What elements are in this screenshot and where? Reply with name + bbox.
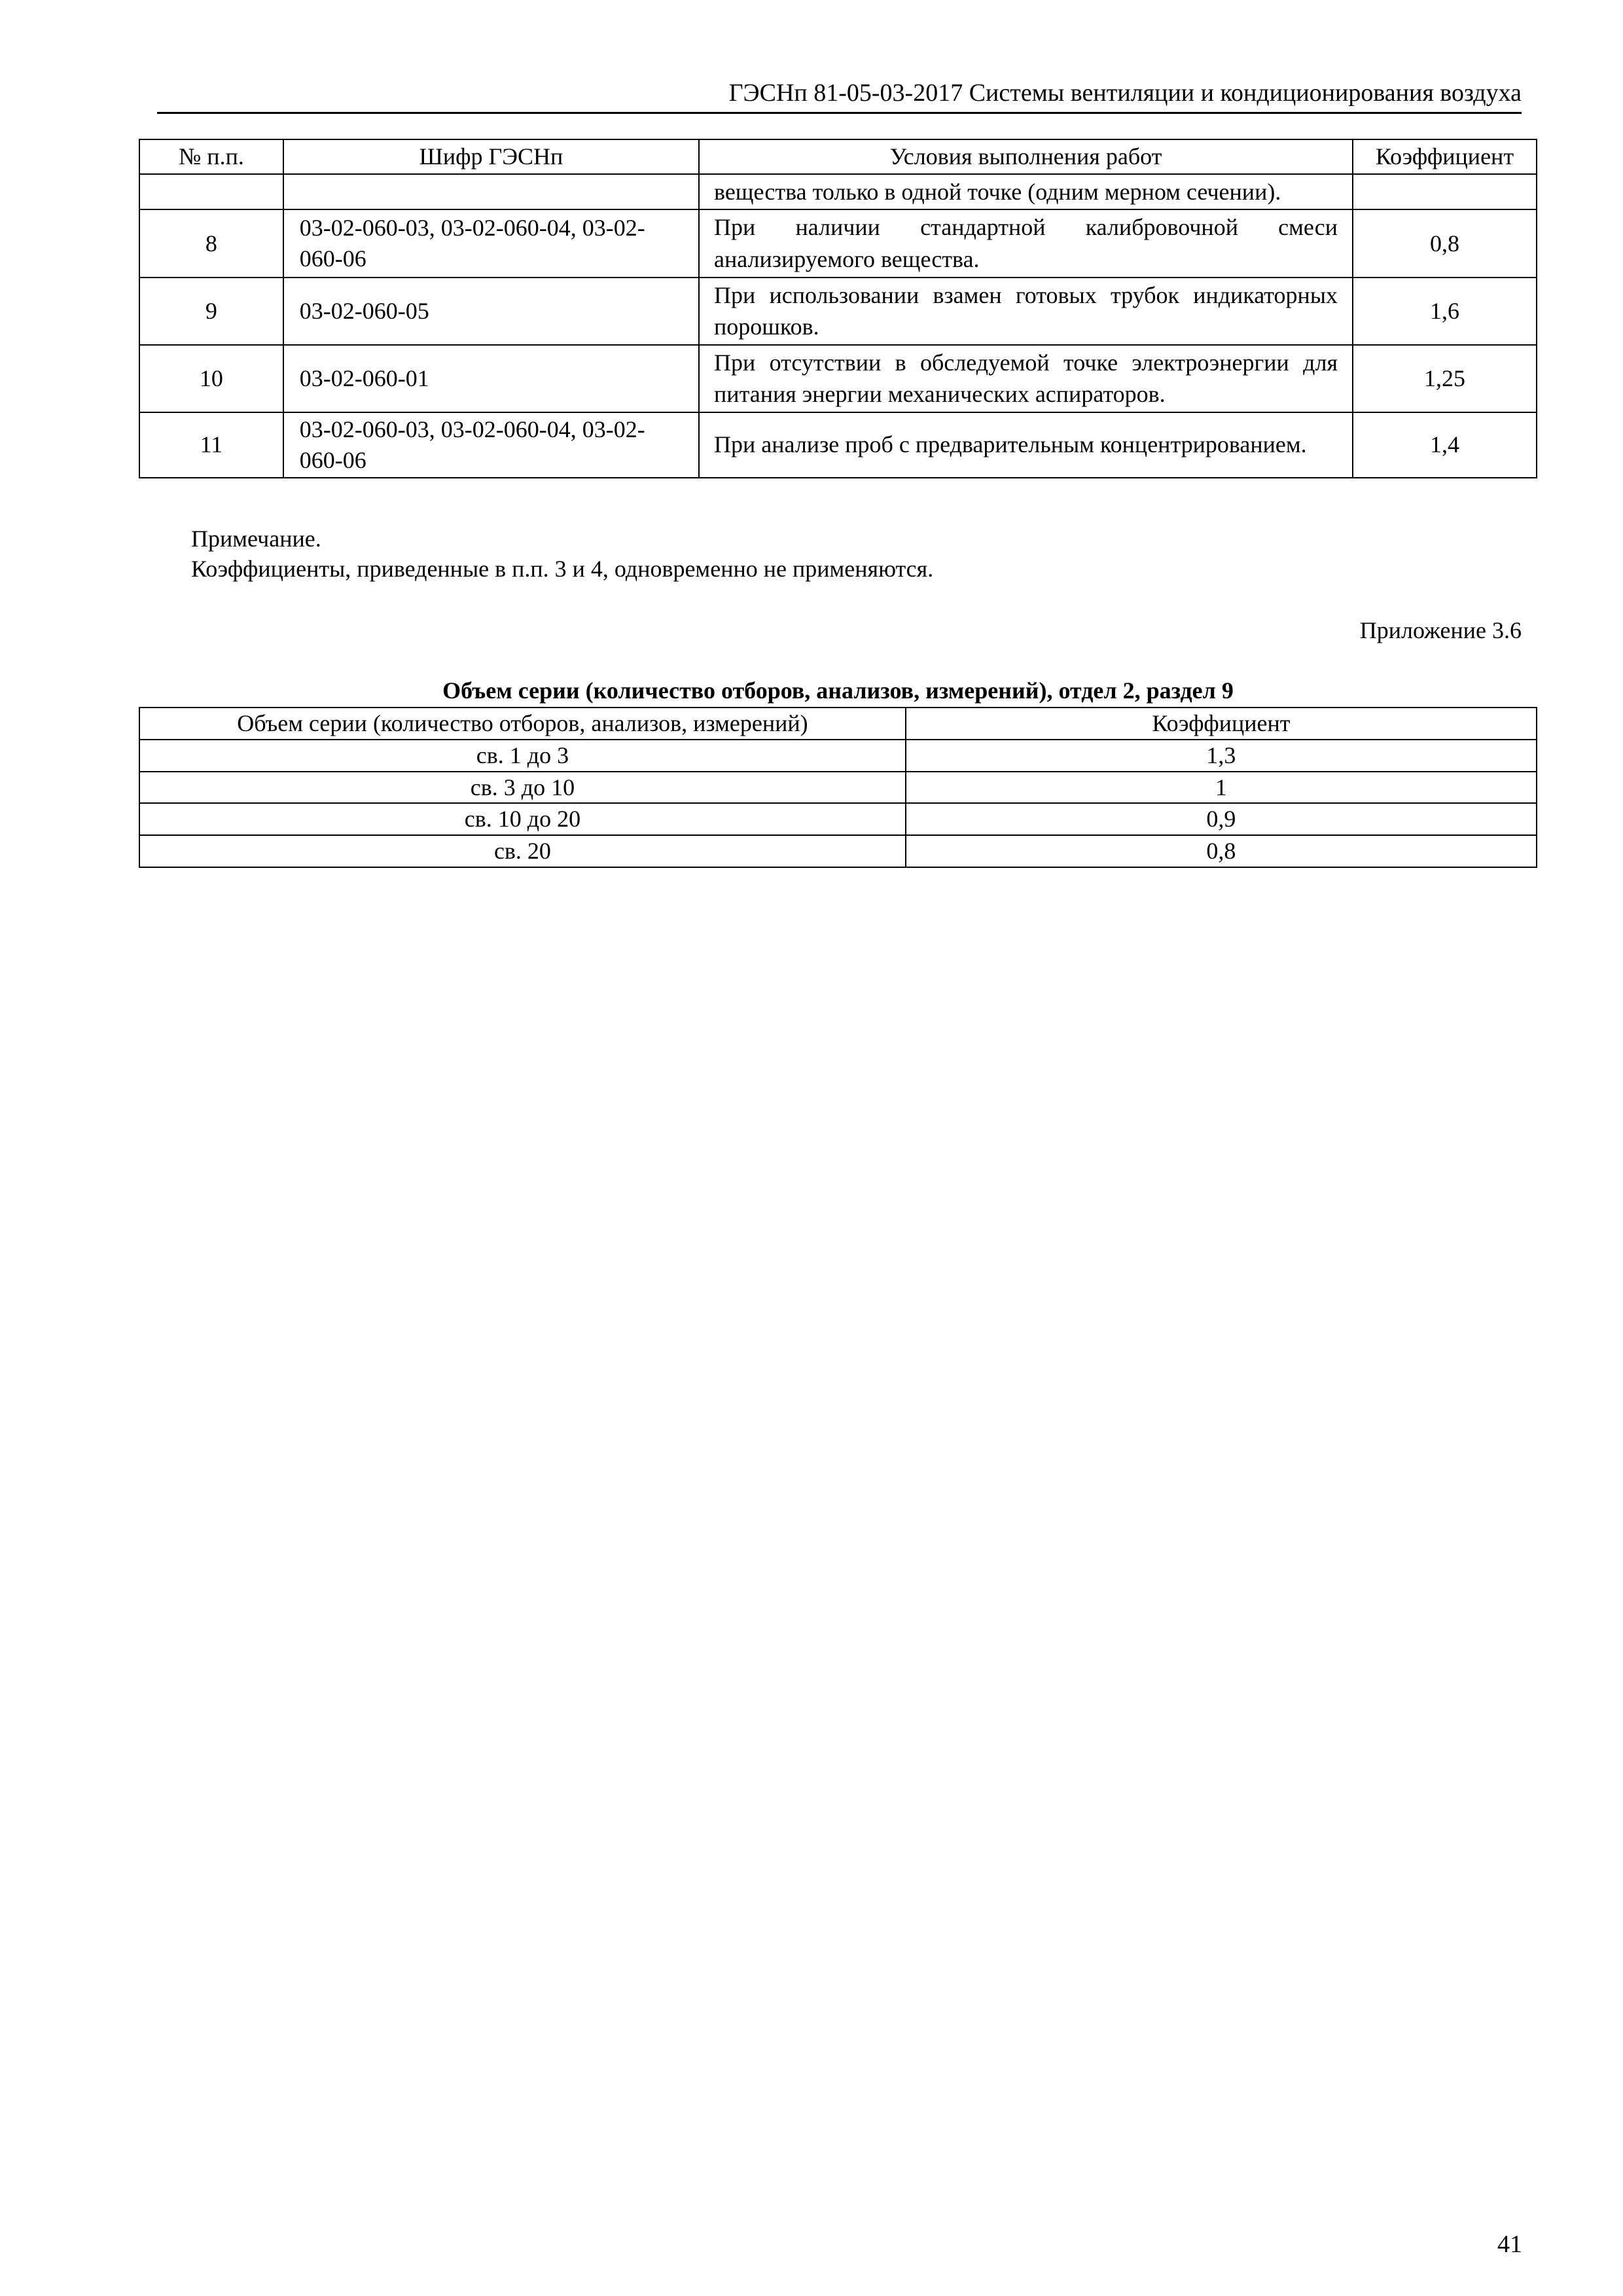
row-volume: св. 10 до 20 [139,803,906,835]
row-num [139,174,283,210]
row-coefficient: 1,4 [1353,412,1537,478]
table-row [139,209,1537,277]
series-table-title: Объем серии (количество отборов, анализов, измерений), отдел 2, раздел 9 [442,677,1234,704]
header-condition: Условия выполнения работ [699,139,1353,174]
table-row [139,278,1537,345]
row-condition: При наличии стандартной калибровочной смеси анализируемого вещества. [699,209,1353,277]
table-header-row [139,139,1537,174]
row-code: 03-02-060-03, 03-02-060-04, 03-02-060-06 [283,209,699,277]
row-coefficient: 1,6 [1353,278,1537,345]
row-coefficient: 1,25 [1353,345,1537,412]
row-num: 9 [139,278,283,345]
row-num: 10 [139,345,283,412]
note-title: Примечание. [191,526,321,552]
table-row [139,412,1537,478]
appendix-label: Приложение 3.6 [1359,617,1522,643]
page-header: ГЭСНп 81-05-03-2017 Системы вентиляции и кондиционирования воздуха [157,77,1522,114]
header-coefficient: Коэффициент [1353,139,1537,174]
page-number: 41 [1497,2231,1522,2258]
coefficients-table [139,139,1537,478]
row-volume: св. 3 до 10 [139,772,906,804]
row-volume: св. 1 до 3 [139,740,906,772]
row-coefficient [1353,174,1537,210]
row-condition: При использовании взамен готовых трубок индикаторных порошков. [699,278,1353,345]
header-code: Шифр ГЭСНп [283,139,699,174]
row-coefficient: 0,8 [906,835,1537,867]
header-num: № п.п. [139,139,283,174]
table-row [139,174,1537,210]
table-row [139,803,1537,835]
row-coefficient: 1,3 [906,740,1537,772]
row-volume: св. 20 [139,835,906,867]
row-condition: вещества только в одной точке (одним мерном сечении). [699,174,1353,210]
row-num: 8 [139,209,283,277]
header-volume: Объем серии (количество отборов, анализов, измерений) [139,708,906,740]
table-row [139,835,1537,867]
header-coefficient: Коэффициент [906,708,1537,740]
note-text: Коэффициенты, приведенные в п.п. 3 и 4, одновременно не применяются. [191,556,934,582]
series-table [139,707,1537,868]
row-code [283,174,699,210]
row-code: 03-02-060-05 [283,278,699,345]
row-num: 11 [139,412,283,478]
row-coefficient: 1 [906,772,1537,804]
table-row [139,772,1537,804]
series-header-row [139,708,1537,740]
row-code: 03-02-060-03, 03-02-060-04, 03-02-060-06 [283,412,699,478]
row-condition: При анализе проб с предварительным концентрированием. [699,412,1353,478]
row-coefficient: 0,8 [1353,209,1537,277]
table-row [139,740,1537,772]
row-coefficient: 0,9 [906,803,1537,835]
row-code: 03-02-060-01 [283,345,699,412]
row-condition: При отсутствии в обследуемой точке электроэнергии для питания энергии механических аспираторов. [699,345,1353,412]
table-row [139,345,1537,412]
